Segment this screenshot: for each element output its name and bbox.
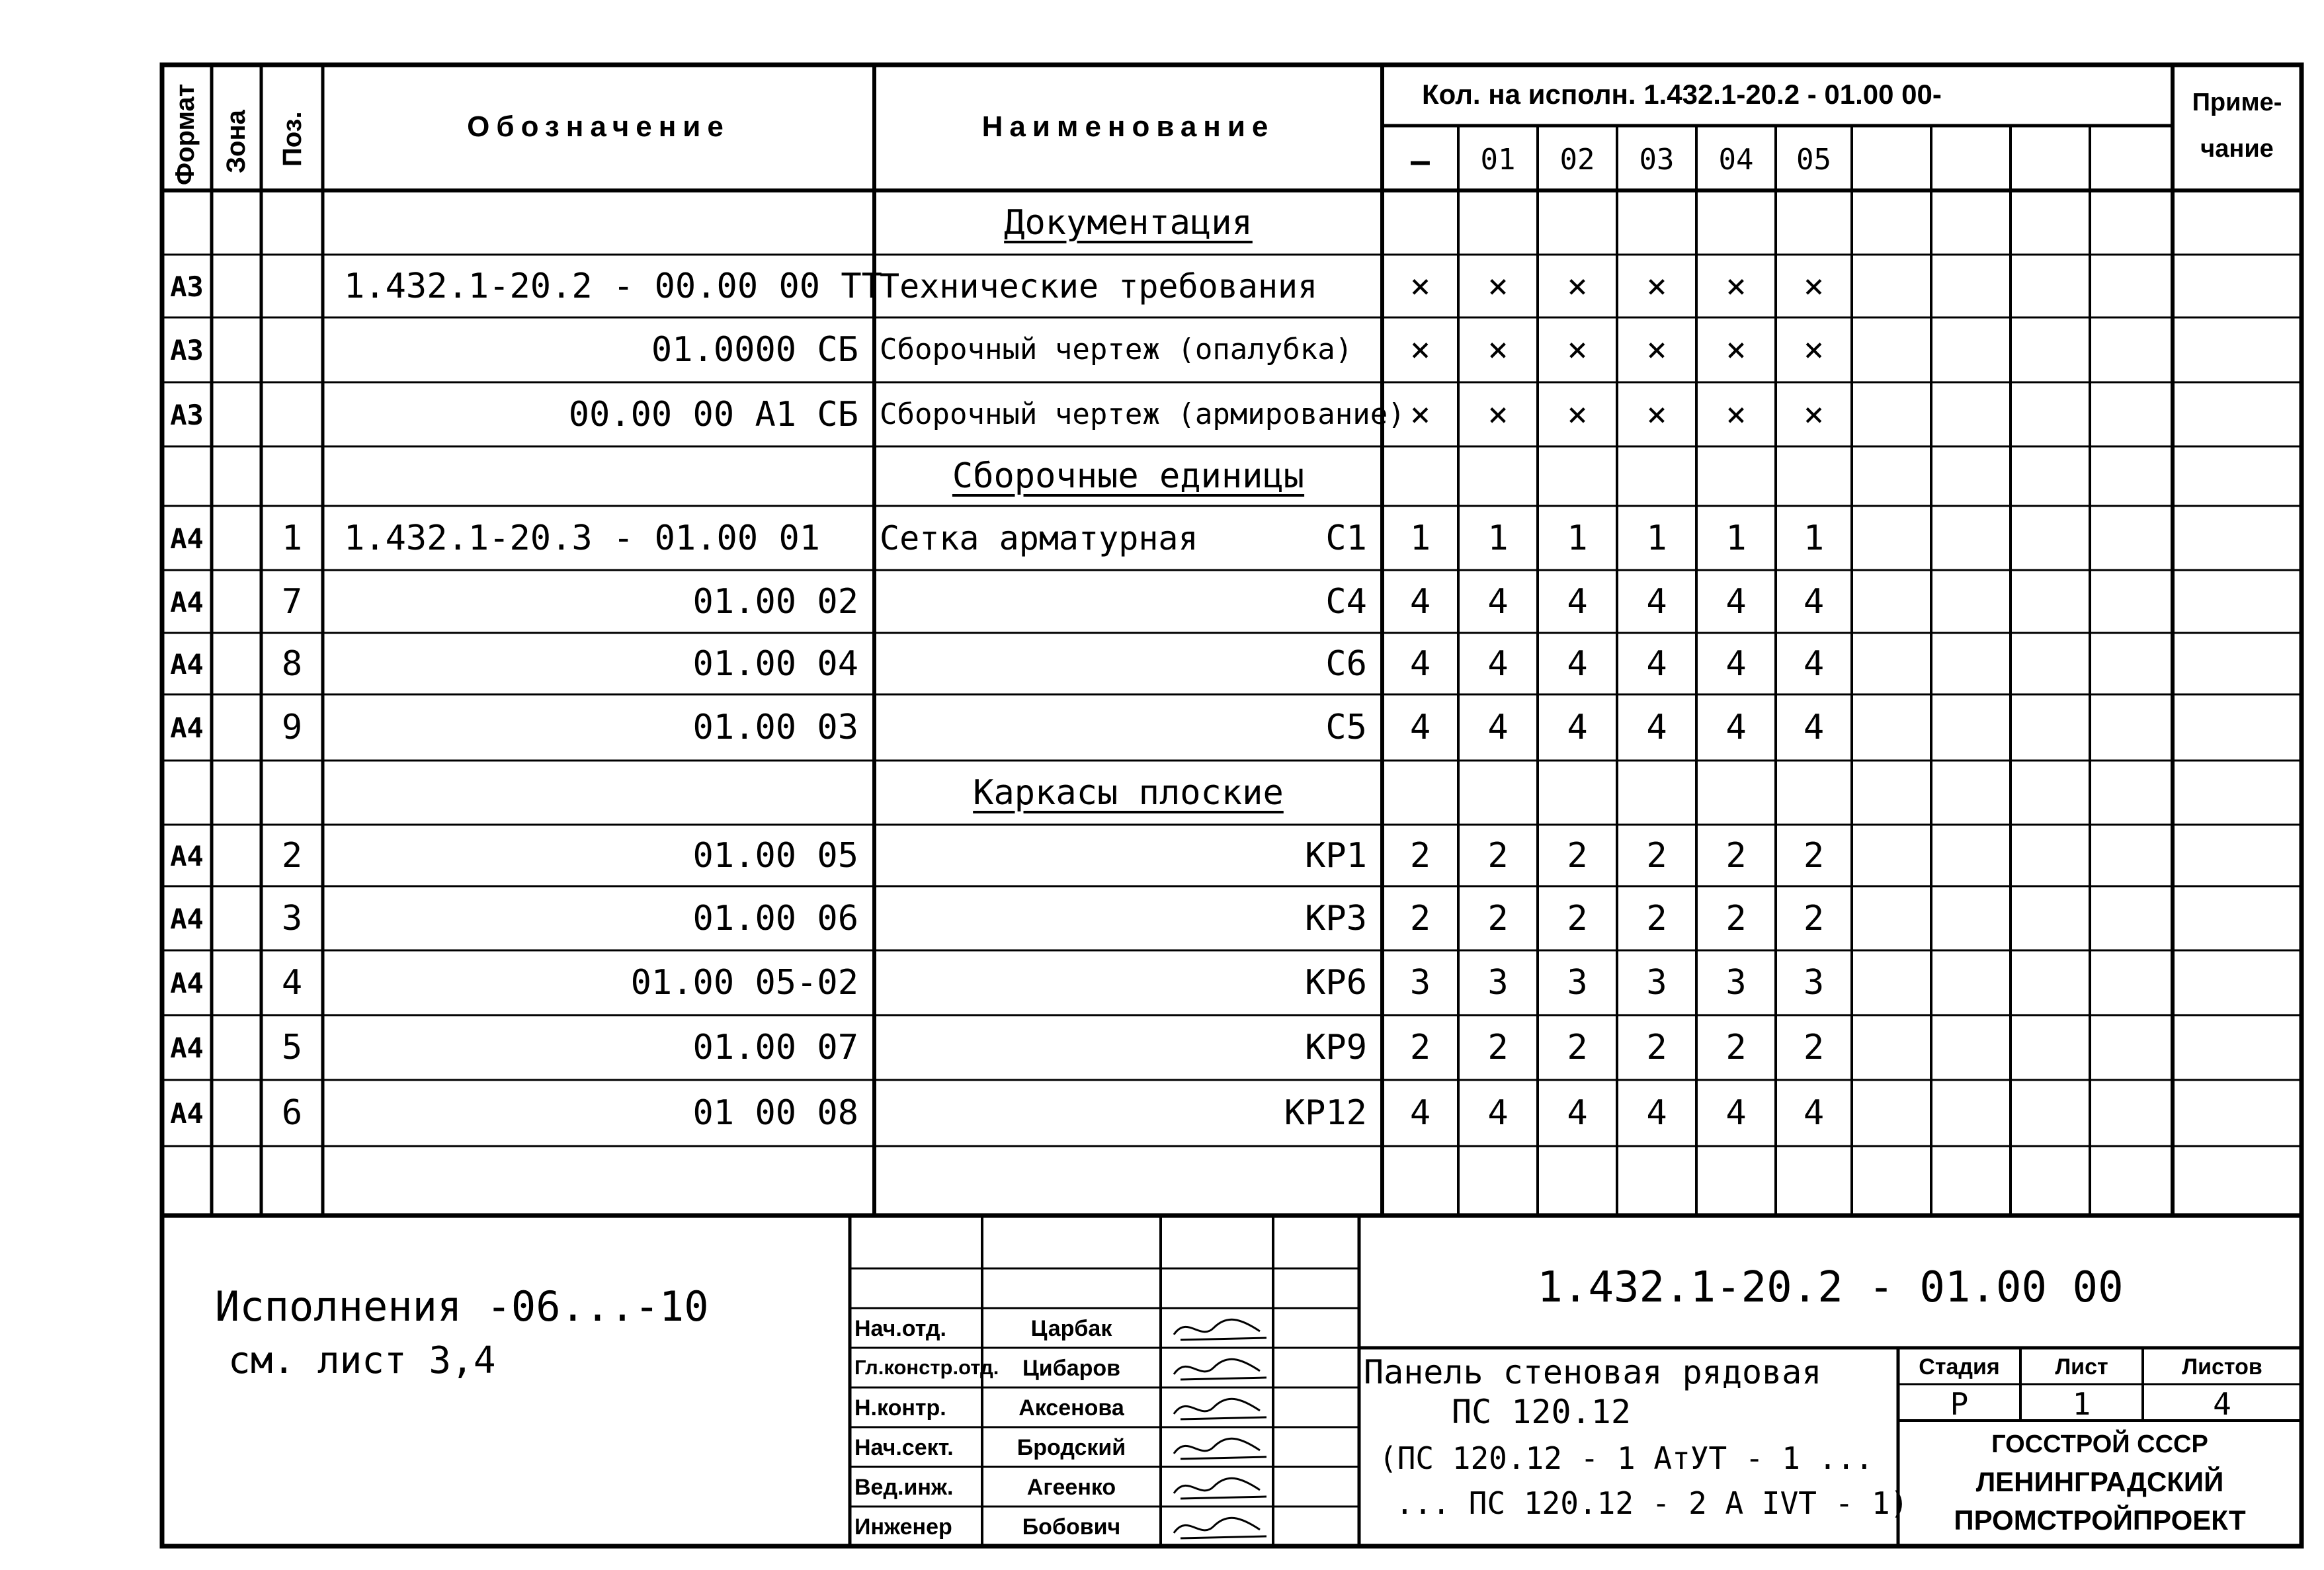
row-qty: × <box>1409 330 1431 370</box>
row-qty: 1 <box>1725 518 1747 558</box>
row-qty: 3 <box>1725 963 1747 1003</box>
row-qty: 4 <box>1646 1093 1667 1133</box>
row-name: Сборочный чертеж (армирование) <box>880 397 1405 431</box>
row-designation: 01.00 05-02 <box>630 963 858 1003</box>
row-format: А3 <box>170 398 204 431</box>
org-line3: ПРОМСТРОЙПРОЕКТ <box>1954 1505 2246 1536</box>
header-name: Наименование <box>981 110 1275 143</box>
sheets-label: Листов <box>2182 1354 2262 1380</box>
row-qty: 3 <box>1487 963 1509 1003</box>
row-qty: × <box>1567 266 1588 306</box>
row-qty: 3 <box>1409 963 1431 1003</box>
row-qty: 4 <box>1725 1093 1747 1133</box>
row-position: 7 <box>281 581 303 622</box>
row-mark: КР3 <box>1305 898 1367 938</box>
row-qty: × <box>1567 330 1588 370</box>
section-heading: Каркасы плоские <box>973 772 1284 813</box>
row-qty: 2 <box>1487 898 1509 938</box>
header-qty: Кол. на исполн. 1.432.1-20.2 - 01.00 00- <box>1422 79 1942 110</box>
row-position: 5 <box>281 1028 303 1067</box>
signature-scribble <box>1161 1387 1273 1427</box>
row-qty: 4 <box>1725 581 1747 622</box>
row-format: А4 <box>170 1097 204 1130</box>
row-qty: 4 <box>1803 643 1825 684</box>
row-qty: 4 <box>1803 708 1825 747</box>
row-mark: С4 <box>1325 581 1367 622</box>
stage-label: Стадия <box>1919 1354 2000 1380</box>
row-qty: 2 <box>1725 898 1747 938</box>
row-format: А4 <box>170 902 204 935</box>
signature-name: Агеенко <box>1026 1475 1116 1500</box>
header-format: Формат <box>171 83 200 185</box>
row-qty: × <box>1803 394 1825 434</box>
row-qty: 2 <box>1646 835 1667 876</box>
signature-name: Бродский <box>1017 1435 1126 1460</box>
row-format: А4 <box>170 712 204 744</box>
row-qty: 3 <box>1646 963 1667 1003</box>
row-qty: 2 <box>1487 835 1509 876</box>
row-position: 1 <box>281 518 303 558</box>
row-mark: С6 <box>1325 643 1367 684</box>
row-format: А4 <box>170 839 204 872</box>
row-qty: 3 <box>1803 963 1825 1003</box>
row-mark: КР12 <box>1284 1093 1367 1133</box>
row-qty: × <box>1567 394 1588 434</box>
row-qty: × <box>1646 394 1667 434</box>
row-qty: 1 <box>1487 518 1509 558</box>
variant-col-04: 04 <box>1718 143 1754 177</box>
signature-role: Н.контр. <box>854 1395 946 1421</box>
row-qty: 2 <box>1567 1028 1588 1067</box>
row-position: 3 <box>281 898 303 938</box>
row-designation: 01.00 05 <box>692 835 858 876</box>
row-format: А4 <box>170 967 204 999</box>
row-qty: × <box>1646 330 1667 370</box>
row-format: А3 <box>170 334 204 366</box>
row-qty: 4 <box>1567 581 1588 622</box>
row-qty: × <box>1803 330 1825 370</box>
row-format: А4 <box>170 522 204 555</box>
signature-scribble <box>1161 1348 1273 1387</box>
row-qty: 2 <box>1725 1028 1747 1067</box>
row-qty: 4 <box>1409 643 1431 684</box>
header-note-1: Приме- <box>2192 89 2282 116</box>
row-qty: 2 <box>1803 835 1825 876</box>
row-qty: 2 <box>1487 1028 1509 1067</box>
signature-scribble <box>1161 1467 1273 1507</box>
signature-role: Гл.констр.отд. <box>854 1356 999 1379</box>
variants-note-line1: Исполнения -06...-10 <box>215 1282 709 1331</box>
row-qty: 4 <box>1646 708 1667 747</box>
signature-scribble <box>1161 1308 1273 1348</box>
row-qty: 2 <box>1646 898 1667 938</box>
row-qty: 4 <box>1725 643 1747 684</box>
row-qty: × <box>1487 330 1509 370</box>
variant-col-03: 03 <box>1639 143 1675 177</box>
row-qty: 1 <box>1646 518 1667 558</box>
header-zone: Зона <box>222 110 251 173</box>
row-mark: КР6 <box>1305 963 1367 1003</box>
variant-col-base: — <box>1411 143 1430 180</box>
header-note-2: чание <box>2200 135 2274 163</box>
row-mark: С1 <box>1325 518 1367 558</box>
product-variants-line1: (ПС 120.12 - 1 АтУТ - 1 ... <box>1379 1440 1874 1476</box>
row-format: А4 <box>170 647 204 681</box>
variants-note-line2: см. лист 3,4 <box>228 1339 496 1382</box>
document-code: 1.432.1-20.2 - 01.00 00 <box>1537 1263 2124 1312</box>
header-pos: Поз. <box>278 111 307 167</box>
row-qty: × <box>1487 394 1509 434</box>
row-qty: 2 <box>1803 1028 1825 1067</box>
row-qty: 1 <box>1803 518 1825 558</box>
row-qty: × <box>1409 394 1431 434</box>
row-designation: 01.00 03 <box>692 708 858 747</box>
row-qty: 4 <box>1487 708 1509 747</box>
row-designation: 00.00 00 А1 СБ <box>568 394 858 434</box>
signature-scribble <box>1161 1427 1273 1467</box>
row-qty: × <box>1803 266 1825 306</box>
row-qty: 4 <box>1409 708 1431 747</box>
row-name: Технические требования <box>880 267 1318 306</box>
row-position: 2 <box>281 835 303 876</box>
row-designation: 01 00 08 <box>692 1093 858 1133</box>
row-designation: 01.00 04 <box>692 643 858 684</box>
signature-role: Нач.отд. <box>854 1316 946 1341</box>
signature-name: Аксенова <box>1018 1395 1124 1421</box>
row-qty: 4 <box>1487 1093 1509 1133</box>
row-mark: С5 <box>1325 708 1367 747</box>
section-heading: Сборочные единицы <box>952 456 1305 496</box>
row-mark: КР1 <box>1305 835 1367 876</box>
row-qty: × <box>1725 394 1747 434</box>
row-qty: 2 <box>1409 835 1431 876</box>
row-qty: 1 <box>1409 518 1431 558</box>
row-qty: 4 <box>1567 643 1588 684</box>
org-line1: ГОССТРОЙ СССР <box>1991 1430 2208 1458</box>
row-designation: 01.0000 СБ <box>651 330 858 370</box>
row-designation: 01.00 06 <box>692 898 858 938</box>
row-qty: × <box>1646 266 1667 306</box>
row-qty: 3 <box>1567 963 1588 1003</box>
variant-col-01: 01 <box>1480 143 1516 177</box>
sheet-value: 1 <box>2072 1386 2091 1422</box>
row-designation: 01.00 02 <box>692 581 858 622</box>
row-qty: 2 <box>1567 898 1588 938</box>
org-line2: ЛЕНИНГРАДСКИЙ <box>1975 1466 2224 1497</box>
row-qty: 2 <box>1409 1028 1431 1067</box>
row-position: 6 <box>281 1093 303 1133</box>
row-qty: 2 <box>1725 835 1747 876</box>
signature-role: Вед.инж. <box>854 1475 954 1500</box>
row-name: Сборочный чертеж (опалубка) <box>880 333 1353 366</box>
sheets-value: 4 <box>2213 1386 2231 1422</box>
row-name: Сетка арматурная <box>880 518 1198 558</box>
product-title: Панель стеновая рядовая <box>1364 1353 1822 1391</box>
signature-name: Бобович <box>1022 1514 1121 1540</box>
row-qty: 4 <box>1725 708 1747 747</box>
row-position: 8 <box>281 643 303 684</box>
signature-role: Инженер <box>854 1514 952 1540</box>
row-qty: 1 <box>1567 518 1588 558</box>
row-qty: 4 <box>1567 708 1588 747</box>
header-designation: Обозначение <box>467 110 730 143</box>
row-qty: × <box>1725 330 1747 370</box>
row-qty: 2 <box>1409 898 1431 938</box>
row-format: А3 <box>170 270 204 303</box>
row-qty: 2 <box>1803 898 1825 938</box>
row-qty: 2 <box>1646 1028 1667 1067</box>
row-format: А4 <box>170 585 204 618</box>
row-qty: 4 <box>1803 1093 1825 1133</box>
row-designation: 1.432.1-20.2 - 00.00 00 ТТ <box>344 266 882 306</box>
section-heading: Документация <box>1004 202 1253 243</box>
sheet-label: Лист <box>2055 1354 2108 1380</box>
row-mark: КР9 <box>1305 1028 1367 1067</box>
variant-col-05: 05 <box>1796 143 1831 177</box>
row-qty: × <box>1409 266 1431 306</box>
row-qty: 4 <box>1646 581 1667 622</box>
variant-col-02: 02 <box>1559 143 1595 177</box>
row-designation: 01.00 07 <box>692 1028 858 1067</box>
row-qty: 4 <box>1487 643 1509 684</box>
row-qty: 4 <box>1409 581 1431 622</box>
row-qty: 4 <box>1646 643 1667 684</box>
product-code: ПС 120.12 <box>1452 1393 1631 1431</box>
row-qty: 4 <box>1409 1093 1431 1133</box>
row-designation: 1.432.1-20.3 - 01.00 01 <box>344 518 821 558</box>
product-variants-line2: ... ПС 120.12 - 2 А IVТ - 1) <box>1395 1485 1909 1521</box>
row-qty: 4 <box>1487 581 1509 622</box>
row-qty: 4 <box>1567 1093 1588 1133</box>
row-format: А4 <box>170 1032 204 1064</box>
row-position: 4 <box>281 963 303 1003</box>
stage-value: Р <box>1950 1386 1969 1422</box>
signature-scribble <box>1161 1507 1273 1546</box>
row-qty: 4 <box>1803 581 1825 622</box>
row-qty: × <box>1725 266 1747 306</box>
row-qty: 2 <box>1567 835 1588 876</box>
row-position: 9 <box>281 708 303 747</box>
signature-name: Царбак <box>1030 1316 1112 1341</box>
signature-name: Цибаров <box>1022 1356 1121 1381</box>
row-qty: × <box>1487 266 1509 306</box>
signature-role: Нач.сект. <box>854 1435 954 1460</box>
